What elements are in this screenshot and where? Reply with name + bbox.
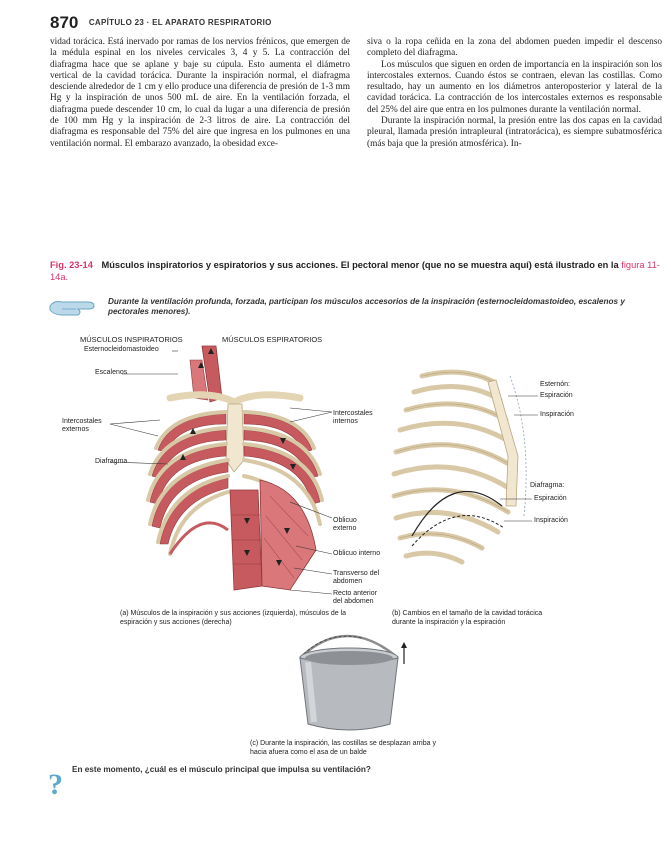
subcaption-a: (a) Músculos de la inspiración y sus acciones (izquierda), músculos de la espiración y sus acciones (derecha)	[120, 610, 347, 626]
question-icon: ?	[48, 768, 63, 801]
label-sternum-expiration: Espiración	[540, 392, 573, 399]
clavicle	[170, 395, 300, 402]
label-internal-oblique: Oblicuo interno	[333, 550, 381, 557]
label-diaphragm-inspiration: Inspiración	[534, 517, 568, 524]
paragraph: vidad torácica. Está inervado por ramas de los nervios frénicos, que emergen de la médula espinal en los niveles cervicales 3, 4 y 5. La contracción del diafragma hace que se aplane y baje su cúpula. Esto aumenta el diámetro vertical de la cavidad torácica. Durante la inspiración normal, el diafragma desciende alrededor de 1 cm y ello produce una diferencia de presión de 1-3 mm Hg y la inspiración de unos 500 mL de aire. En la ventilación forzada, el diafragma puede descender 10 cm, lo cual da lugar a una diferencia de presión de 100 mm Hg y la inspiración de 2-3 litros de aire. La contracción del diafragma es responsable del 75% del aire que ingresa en los pulmones en una ventilación normal. El embarazo avanzado, la obesidad exce-	[50, 37, 350, 149]
figure-label: Fig. 23-14	[50, 260, 93, 270]
bucket-illustration	[286, 624, 416, 736]
expiratory-heading: MÚSCULOS ESPIRATORIOS	[222, 335, 323, 344]
label-internal-intercostals: Intercostales internos	[333, 410, 373, 425]
label-external-intercostals: Intercostales externos	[62, 418, 102, 433]
paragraph: siva o la ropa ceñida en la zona del abdomen pueden impedir el descenso completo del diafragma.	[367, 37, 662, 59]
leader-lines-left	[60, 340, 180, 470]
subcaption-c: (c) Durante la inspiración, las costillas se desplazan arriba y hacia afuera como el asa de un balde	[250, 740, 436, 756]
page-number: 870	[50, 13, 79, 32]
label-sternum: Esternón:	[540, 381, 570, 388]
label-sternocleidomastoid: Esternocleidomastoideo	[84, 346, 159, 353]
label-diaphragm-expiration: Espiración	[534, 495, 567, 502]
inspiratory-heading: MÚSCULOS INSPIRATORIOS	[80, 335, 183, 344]
chapter-title: CAPÍTULO 23 · EL APARATO RESPIRATORIO	[88, 18, 272, 27]
label-transversus-abdominis: Transverso del abdomen	[333, 570, 380, 585]
leader-lines-b	[500, 388, 540, 528]
diaphragm-inspiration	[412, 516, 504, 546]
subcaption-b: (b) Cambios en el tamaño de la cavidad torácica durante la inspiración y la espiración	[392, 610, 543, 626]
caption-reference: figura 11-14a.	[50, 260, 660, 282]
paragraph: Durante la inspiración normal, la presión entre las dos capas en la cavidad pleural, llamada presión intrapleural (intratorácica), es siempre subatmosférica (más baja que la presión atmosférica). In-	[367, 116, 662, 149]
left-text-column	[50, 37, 350, 150]
caption-text: Músculos inspiratorios y espiratorios y sus acciones. El pectoral menor (que no se muestra aquí) está ilustrado en la	[101, 260, 619, 270]
label-scalenes: Escalenos	[95, 369, 128, 376]
right-text-column	[367, 37, 662, 150]
figure-note: Durante la ventilación profunda, forzada, participan los músculos accesorios de la inspiración (esternocleidomastoideo, escalenos y pectorales menores).	[108, 297, 625, 316]
leader-lines-right	[290, 400, 336, 600]
paragraph: Los músculos que siguen en orden de importancia en la inspiración son los intercostales externos. Cuando éstos se contraen, elevan las costillas. Como resultado, hay un aumento en los diámetros anteroposterior y lateral de la cavidad torácica. La contracción de los intercostales externos es responsable del 25% del aire que entra en los pulmones durante la ventilación normal.	[367, 59, 662, 115]
figure-caption	[50, 260, 662, 283]
label-diaphragm: Diafragma	[95, 458, 128, 465]
page-header	[50, 13, 272, 33]
label-rectus-abdominis: Recto anterior del abdomen	[333, 590, 377, 605]
review-question: En este momento, ¿cuál es el músculo principal que impulsa su ventilación?	[72, 765, 371, 774]
hand-pointer-icon	[48, 296, 104, 320]
label-diaphragm-b: Diafragma:	[530, 482, 565, 489]
label-external-oblique: Oblicuo externo	[333, 517, 357, 532]
label-sternum-inspiration: Inspiración	[540, 411, 574, 418]
